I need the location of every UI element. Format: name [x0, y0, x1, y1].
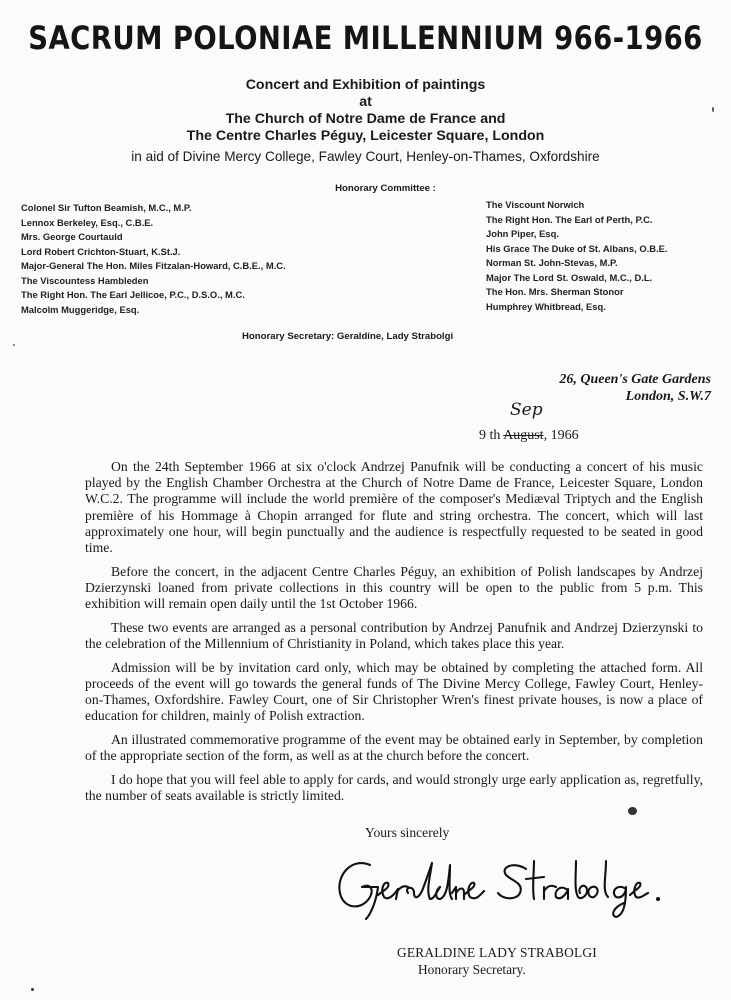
in-aid-line: in aid of Divine Mercy College, Fawley Court, Henley-on-Thames, Oxfordshire [131, 149, 600, 164]
date-day: 9 [479, 428, 486, 443]
body-paragraph: On the 24th September 1966 at six o'clock Andrzej Panufnik will be conducting a concert of his music played by the English Chamber Orchestra at the Church of Notre Dame de France, Leicester Square, London W.C.2. The programme will include the world première of the composer's Mediæval Triptych and the English première of his Hommage à Chopin arranged for flute and string orchestra. The concert, which will last approximately one hour, will begin punctually and the audience is respectfully requested to be seated in good time. [85, 459, 703, 556]
committee-member: John Piper, Esq. [486, 228, 559, 239]
paper-mark [712, 107, 714, 112]
committee-member: Major-General The Hon. Miles Fitzalan-Howard, C.B.E., M.C. [21, 260, 286, 271]
committee-member: The Hon. Mrs. Sherman Stonor [486, 286, 624, 297]
paper-mark [31, 988, 34, 991]
committee-member: Humphrey Whitbread, Esq. [486, 300, 606, 312]
body-paragraph: Before the concert, in the adjacent Centre Charles Péguy, an exhibition of Polish landscapes by Andrzej Dzierzynski loaned from private collections in this country will be open to the public from 5 p.m. This exhibition will remain open daily until the 1st October 1966. [85, 563, 703, 612]
honorary-secretary-line: Honorary Secretary: Geraldine, Lady Strabolgi [242, 331, 454, 342]
handwritten-month-correction: Sep [510, 400, 543, 420]
address-line-1: 26, Queen's Gate Gardens [559, 372, 711, 387]
committee-member: Malcolm Muggeridge, Esq. [21, 303, 140, 315]
signatory-name: GERALDINE LADY STRABOLGI [397, 945, 597, 960]
committee-member: Lennox Berkeley, Esq., C.B.E. [21, 216, 154, 228]
committee-member: The Right Hon. The Earl Jellicoe, P.C., D.S.O., M.C. [21, 289, 245, 300]
committee-member: Colonel Sir Tufton Beamish, M.C., M.P. [21, 202, 192, 213]
committee-heading: Honorary Committee : [335, 183, 436, 194]
heading-line-2: at [359, 94, 372, 110]
committee-member: Major The Lord St. Oswald, M.C., D.L. [486, 271, 653, 283]
committee-list-right [486, 198, 667, 314]
body-paragraph: An illustrated commemorative programme of the event may be obtained early in September, by completion of the appropriate section of the form, as well as at the church before the concert. [85, 732, 703, 764]
heading-line-1: Concert and Exhibition of paintings [245, 77, 486, 93]
paper-mark [13, 344, 15, 346]
document-title: SACRUM POLONIAE MILLENNIUM 966-1966 [28, 20, 703, 57]
body-paragraph: I do hope that you will feel able to apply for cards, and would strongly urge early application as, regretfully, the number of seats available is strictly limited. [85, 771, 703, 804]
signatory-role: Honorary Secretary. [418, 962, 526, 977]
heading-line-3: The Church of Notre Dame de France and [225, 111, 506, 127]
committee-member: Mrs. George Courtauld [21, 231, 123, 242]
committee-member: The Viscount Norwich [486, 199, 585, 210]
committee-member: Lord Robert Crichton-Stuart, K.St.J. [21, 245, 181, 257]
date-struck-month: August [503, 428, 544, 443]
body-paragraph: Admission will be by invitation card only, which may be obtained by completing the attached form. All proceeds of the event will go towards the general funds of The Divine Mercy College, Fawley Court, Henley-on-Thames, Oxfordshire. Fawley Court, one of Sir Christopher Wren's finest private houses, is now a place of education for children, mainly of Polish extraction. [85, 659, 703, 724]
committee-member: The Right Hon. The Earl of Perth, P.C. [486, 213, 653, 225]
date-suffix: th [489, 428, 501, 443]
closing-salutation: Yours sincerely [365, 825, 450, 840]
committee-member: Norman St. John-Stevas, M.P. [486, 257, 618, 268]
date-year: , 1966 [543, 428, 579, 443]
address-line-2: London, S.W.7 [625, 389, 711, 404]
letter-body [85, 459, 703, 812]
committee-list-left [21, 201, 286, 317]
letter-date [479, 428, 579, 444]
handwritten-signature [330, 853, 670, 923]
body-paragraph: These two events are arranged as a personal contribution by Andrzej Panufnik and Andrzej Dzierzynski to the celebration of the Millennium of Christianity in Poland, which takes place this year. [85, 619, 703, 652]
committee-member: The Viscountess Hambleden [21, 274, 149, 286]
committee-member: His Grace The Duke of St. Albans, O.B.E. [486, 242, 668, 254]
ink-spot [628, 807, 637, 815]
heading-line-4: The Centre Charles Péguy, Leicester Square, London [186, 128, 545, 144]
